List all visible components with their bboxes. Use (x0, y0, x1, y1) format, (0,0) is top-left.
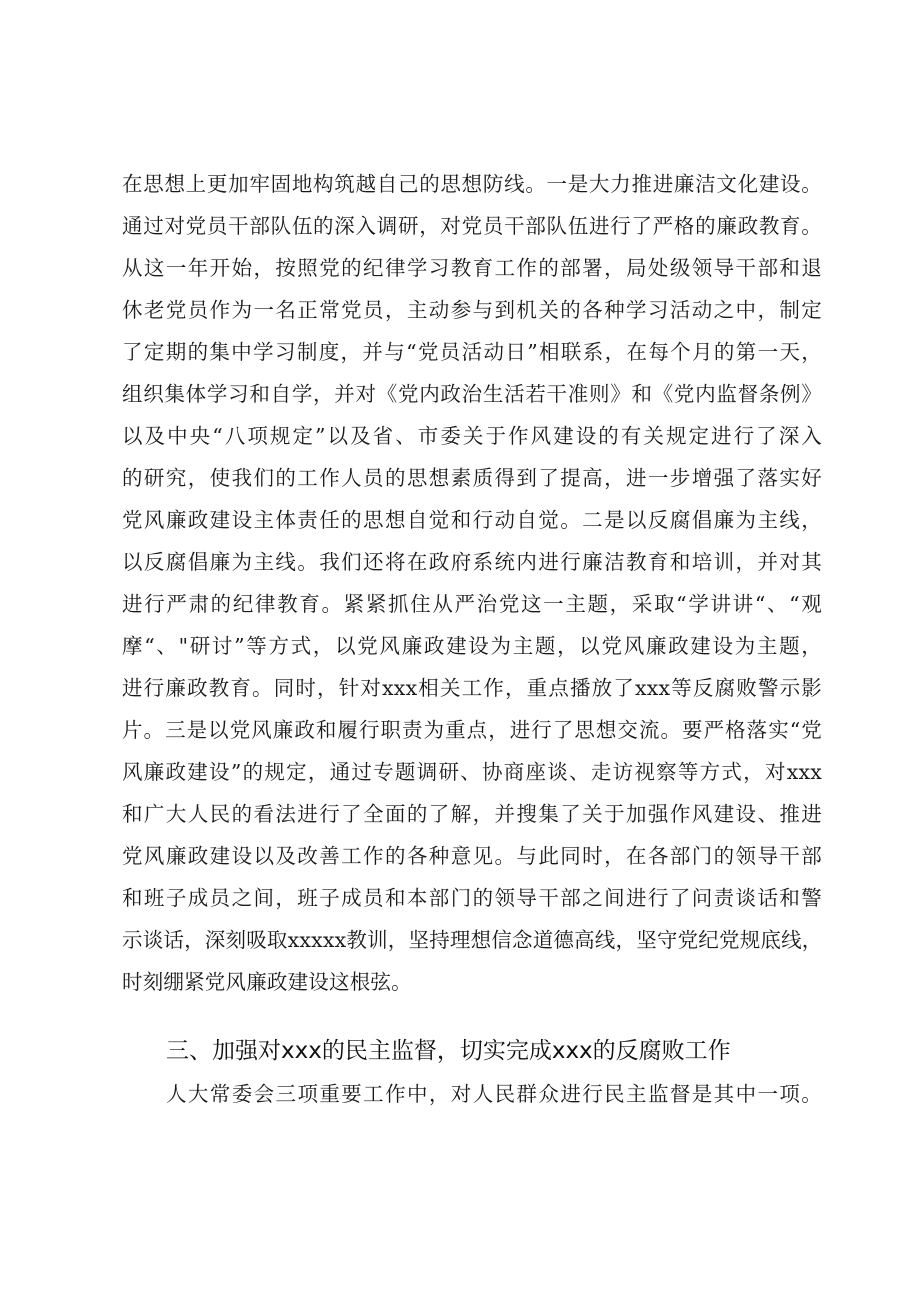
paragraph-line: 组织集体学习和自学，并对《党内政治生活若干准则》和《党内监督条例》 (122, 382, 822, 406)
paragraph-line: 进行严肃的纪律教育。紧紧抓住从严治党这一主题，采取“学讲讲“、“观 (122, 592, 822, 616)
paragraph-line: 和广大人民的看法进行了全面的了解，并搜集了关于加强作风建设、推进 (122, 802, 822, 826)
paragraph-line: 在思想上更加牢固地构筑越自己的思想防线。一是大力推进廉洁文化建设。 (122, 172, 822, 196)
paragraph-line: 了定期的集中学习制度，并与“党员活动日”相联系，在每个月的第一天， (122, 340, 822, 364)
closing-paragraph-line: 人大常委会三项重要工作中，对人民群众进行民主监督是其中一项。 (166, 1082, 822, 1106)
section-heading: 三、加强对xxx的民主监督，切实完成xxx的反腐败工作 (166, 1038, 731, 1064)
paragraph-line: 以反腐倡廉为主线。我们还将在政府系统内进行廉洁教育和培训，并对其 (122, 550, 822, 574)
paragraph-line: 党风廉政建设主体责任的思想自觉和行动自觉。二是以反腐倡廉为主线， (122, 508, 822, 532)
paragraph-line: 摩“、"研讨”等方式，以党风廉政建设为主题，以党风廉政建设为主题， (122, 634, 822, 658)
paragraph-line: 时刻绷紧党风廉政建设这根弦。 (122, 970, 412, 994)
paragraph-line: 党风廉政建设以及改善工作的各种意见。与此同时，在各部门的领导干部 (122, 844, 822, 868)
paragraph-line: 片。三是以党风廉政和履行职责为重点，进行了思想交流。要严格落实“党 (122, 718, 822, 742)
paragraph-line: 以及中央“八项规定”以及省、市委关于作风建设的有关规定进行了深入 (122, 424, 822, 448)
paragraph-line: 进行廉政教育。同时，针对xxx相关工作，重点播放了xxx等反腐败警示影 (122, 676, 822, 700)
paragraph-line: 从这一年开始，按照党的纪律学习教育工作的部署，局处级领导干部和退 (122, 256, 822, 280)
paragraph-line: 和班子成员之间，班子成员和本部门的领导干部之间进行了问责谈话和警 (122, 886, 822, 910)
paragraph-line: 通过对党员干部队伍的深入调研，对党员干部队伍进行了严格的廉政教育。 (122, 214, 822, 238)
paragraph-line: 休老党员作为一名正常党员，主动参与到机关的各种学习活动之中，制定 (122, 298, 822, 322)
paragraph-line: 示谈话，深刻吸取xxxxx教训，坚持理想信念道德高线，坚守党纪党规底线， (122, 928, 823, 952)
paragraph-line: 风廉政建设”的规定，通过专题调研、协商座谈、走访视察等方式，对xxx (122, 760, 822, 784)
paragraph-line: 的研究，使我们的工作人员的思想素质得到了提高，进一步增强了落实好 (122, 466, 822, 490)
